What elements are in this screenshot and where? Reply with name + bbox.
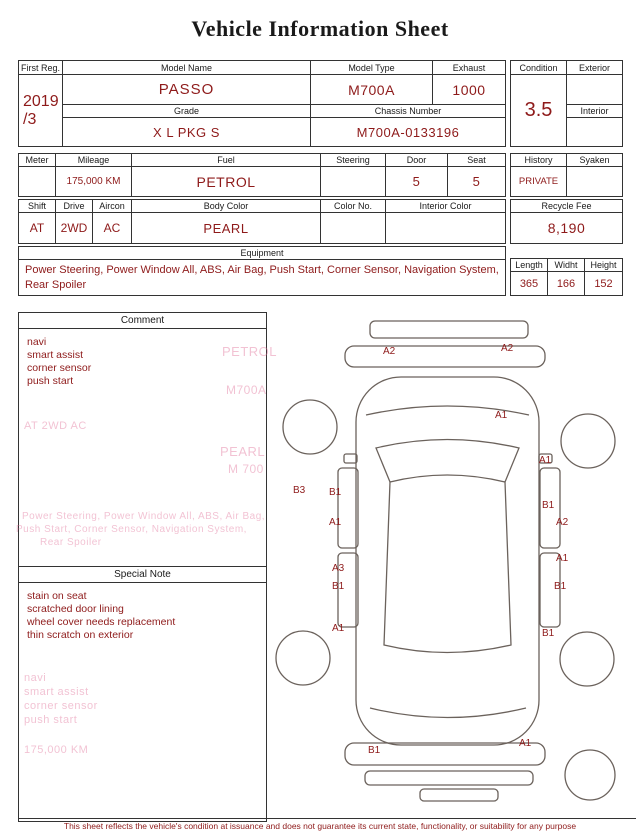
shift-table — [18, 199, 506, 244]
damage-label: A1 — [332, 623, 345, 634]
chassis-number-value: M700A-0133196 — [311, 118, 506, 147]
shift-value: AT — [19, 213, 56, 244]
body-color-value: PEARL — [132, 213, 321, 244]
interior-color-label: Interior Color — [386, 200, 506, 213]
equipment-value: Power Steering, Power Window All, ABS, Air Bag, Push Start, Corner Sensor, Navigation System, Rear Spoiler — [19, 260, 506, 296]
body-color-label: Body Color — [132, 200, 321, 213]
color-no-value — [321, 213, 386, 244]
damage-label: A2 — [501, 343, 514, 354]
comment-panel — [18, 312, 267, 568]
page-title: Vehicle Information Sheet — [191, 16, 449, 41]
length-value: 365 — [511, 272, 548, 296]
ghost-text: Push Start, Corner Sensor, Navigation System, — [16, 524, 247, 535]
comment-line: navi — [27, 336, 47, 348]
equipment-table — [18, 246, 506, 296]
ghost-text: Power Steering, Power Window All, ABS, Air Bag, — [22, 511, 266, 522]
disclaimer-text: This sheet reflects the vehicle's condition at issuance and does not guarantee its current state, functionality, or suitability for any purpose — [63, 821, 577, 831]
height-value: 152 — [585, 272, 623, 296]
ghost-text: 175,000 KM — [24, 744, 89, 756]
comment-line: smart assist — [27, 349, 84, 362]
model-type-label: Model Type — [311, 61, 433, 75]
damage-label: B1 — [332, 581, 345, 592]
dimensions-table — [510, 258, 623, 296]
steering-value — [321, 167, 386, 197]
damage-label: B1 — [368, 745, 381, 756]
damage-label: A2 — [556, 517, 569, 528]
damage-label: A1 — [556, 553, 569, 564]
color-no-label: Color No. — [321, 200, 386, 213]
drive-label: Drive — [56, 200, 93, 213]
aircon-value: AC — [93, 213, 132, 244]
equipment-label: Equipment — [19, 247, 506, 260]
history-label: History — [511, 154, 567, 167]
grade-value: X L PKG S — [63, 118, 311, 147]
special-note-header: Special Note — [19, 567, 266, 583]
width-value: 166 — [548, 272, 585, 296]
meter-label: Meter — [19, 154, 56, 167]
fuel-value: PETROL — [132, 167, 321, 197]
aircon-label: Aircon — [93, 200, 132, 213]
damage-label: A1 — [539, 455, 552, 466]
recycle-fee-value: 8,190 — [511, 213, 623, 244]
interior-value — [567, 118, 623, 147]
ghost-text: M700A — [226, 383, 267, 397]
first-reg-month: /3 — [23, 110, 37, 128]
recycle-fee-label: Recycle Fee — [511, 200, 623, 213]
width-label: Widht — [548, 259, 585, 272]
condition-table — [510, 60, 623, 147]
drive-value: 2WD — [56, 213, 93, 244]
comment-line: push start — [27, 375, 74, 388]
length-label: Length — [511, 259, 548, 272]
exterior-value — [567, 75, 623, 105]
ghost-text: AT 2WD AC — [24, 420, 87, 432]
door-label: Door — [386, 154, 448, 167]
ghost-text: M 700 — [228, 462, 264, 476]
special-note-line: thin scratch on exterior — [27, 629, 134, 642]
comment-body — [19, 329, 266, 395]
fuel-label: Fuel — [132, 154, 321, 167]
first-reg-value — [19, 75, 63, 147]
footer-divider — [18, 818, 636, 819]
condition-value: 3.5 — [511, 75, 567, 147]
ghost-text: navi — [24, 672, 47, 684]
shift-label: Shift — [19, 200, 56, 213]
first-reg-year: 2019 — [23, 92, 59, 110]
interior-color-value — [386, 213, 506, 244]
model-name-label: Model Name — [63, 61, 311, 75]
special-note-panel — [18, 566, 267, 822]
grade-label: Grade — [63, 105, 311, 118]
damage-label: A2 — [383, 346, 396, 357]
chassis-number-label: Chassis Number — [311, 105, 506, 118]
recycle-fee-table — [510, 199, 623, 244]
ghost-text: smart assist — [24, 686, 89, 698]
special-note-body — [19, 583, 266, 649]
damage-label: B3 — [293, 485, 306, 496]
special-note-line: wheel cover needs replacement — [27, 616, 176, 629]
seat-label: Seat — [448, 154, 506, 167]
history-table — [510, 153, 623, 197]
condition-label: Condition — [511, 61, 567, 75]
damage-label: A1 — [495, 410, 508, 421]
syaken-label: Syaken — [567, 154, 623, 167]
ghost-text: Rear Spoiler — [40, 537, 102, 548]
exhaust-label: Exhaust — [433, 61, 506, 75]
ghost-text: PEARL — [220, 444, 266, 459]
syaken-value — [567, 167, 623, 197]
ghost-text: PETROL — [222, 344, 278, 359]
special-note-line: stain on seat — [27, 590, 87, 602]
comment-line: corner sensor — [27, 362, 92, 375]
exterior-label: Exterior — [567, 61, 623, 75]
seat-value: 5 — [448, 167, 506, 197]
ghost-text: corner sensor — [24, 700, 98, 712]
identity-table — [18, 60, 506, 147]
ghost-text: push start — [24, 714, 78, 726]
interior-label: Interior — [567, 105, 623, 118]
first-reg-label: First Reg. — [19, 61, 63, 75]
damage-label: A1 — [519, 738, 532, 749]
history-value: PRIVATE — [511, 167, 567, 197]
damage-label: B1 — [554, 581, 567, 592]
model-type-value: M700A — [311, 75, 433, 105]
mileage-label: Mileage — [56, 154, 132, 167]
meter-value — [19, 167, 56, 197]
damage-label: A3 — [332, 563, 345, 574]
car-top-view-drawing — [270, 315, 630, 810]
meter-table — [18, 153, 506, 197]
comment-header: Comment — [19, 313, 266, 329]
mileage-value: 175,000 KM — [56, 167, 132, 197]
damage-label: B1 — [329, 487, 342, 498]
car-damage-diagram — [270, 315, 630, 810]
height-label: Height — [585, 259, 623, 272]
damage-label: A1 — [329, 517, 342, 528]
model-name-value: PASSO — [63, 75, 311, 105]
door-value: 5 — [386, 167, 448, 197]
exhaust-value: 1000 — [433, 75, 506, 105]
damage-label: B1 — [542, 628, 555, 639]
steering-label: Steering — [321, 154, 386, 167]
special-note-line: scratched door lining — [27, 603, 124, 616]
damage-label: B1 — [542, 500, 555, 511]
